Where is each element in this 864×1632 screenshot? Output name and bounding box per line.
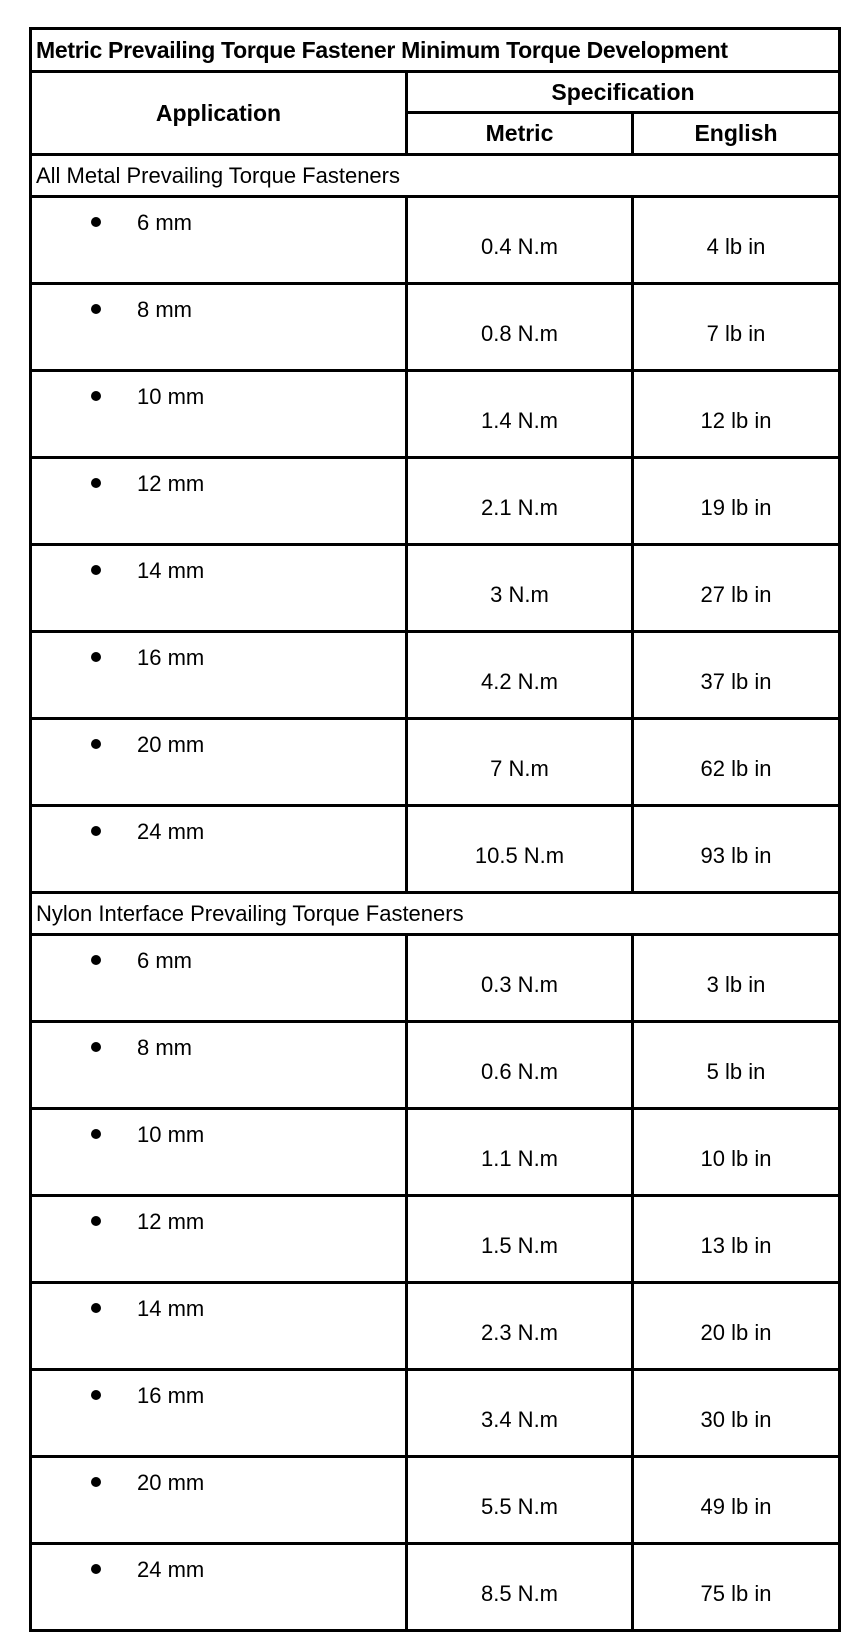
english-value: 75 lb in (633, 1544, 840, 1631)
metric-value: 1.5 N.m (407, 1196, 633, 1283)
metric-value: 7 N.m (407, 719, 633, 806)
table-row (31, 935, 840, 1022)
application-cell (31, 1370, 407, 1457)
section-row (31, 893, 840, 935)
bullet-icon (91, 739, 101, 749)
application-cell (31, 371, 407, 458)
application-cell (31, 806, 407, 893)
fastener-size: 6 mm (137, 210, 192, 235)
metric-value: 0.6 N.m (407, 1022, 633, 1109)
table-row (31, 1109, 840, 1196)
english-value: 4 lb in (633, 197, 840, 284)
english-value: 10 lb in (633, 1109, 840, 1196)
section-heading: Nylon Interface Prevailing Torque Fasteners (31, 893, 840, 935)
table-row (31, 1196, 840, 1283)
application-cell (31, 935, 407, 1022)
table-row (31, 632, 840, 719)
application-cell (31, 1109, 407, 1196)
fastener-size: 16 mm (137, 1383, 205, 1408)
metric-value: 3 N.m (407, 545, 633, 632)
metric-value: 3.4 N.m (407, 1370, 633, 1457)
bullet-icon (91, 391, 101, 401)
table-row (31, 1022, 840, 1109)
application-cell (31, 284, 407, 371)
fastener-size: 6 mm (137, 948, 192, 973)
bullet-icon (91, 1129, 101, 1139)
bullet-icon (91, 1303, 101, 1313)
english-value: 7 lb in (633, 284, 840, 371)
bullet-icon (91, 478, 101, 488)
table-row (31, 284, 840, 371)
fastener-size: 10 mm (137, 1122, 205, 1147)
english-header: English (633, 113, 840, 155)
table-row (31, 371, 840, 458)
english-value: 37 lb in (633, 632, 840, 719)
bullet-icon (91, 565, 101, 575)
bullet-icon (91, 1390, 101, 1400)
fastener-size: 16 mm (137, 645, 205, 670)
english-value: 5 lb in (633, 1022, 840, 1109)
application-cell (31, 1544, 407, 1631)
english-value: 49 lb in (633, 1457, 840, 1544)
fastener-size: 12 mm (137, 1209, 205, 1234)
application-header: Application (31, 72, 407, 155)
bullet-icon (91, 652, 101, 662)
fastener-size: 20 mm (137, 732, 205, 757)
metric-value: 2.1 N.m (407, 458, 633, 545)
application-cell (31, 1196, 407, 1283)
metric-value: 2.3 N.m (407, 1283, 633, 1370)
bullet-icon (91, 1042, 101, 1052)
metric-header: Metric (407, 113, 633, 155)
metric-value: 10.5 N.m (407, 806, 633, 893)
application-cell (31, 458, 407, 545)
fastener-size: 14 mm (137, 558, 205, 583)
metric-value: 4.2 N.m (407, 632, 633, 719)
table-row (31, 1457, 840, 1544)
table-row (31, 197, 840, 284)
fastener-size: 10 mm (137, 384, 205, 409)
table-row (31, 806, 840, 893)
bullet-icon (91, 955, 101, 965)
section-heading: All Metal Prevailing Torque Fasteners (31, 155, 840, 197)
bullet-icon (91, 1477, 101, 1487)
bullet-icon (91, 1216, 101, 1226)
fastener-size: 12 mm (137, 471, 205, 496)
fastener-size: 24 mm (137, 819, 205, 844)
english-value: 12 lb in (633, 371, 840, 458)
table-body (31, 155, 840, 1631)
header-row-1 (31, 72, 840, 113)
english-value: 30 lb in (633, 1370, 840, 1457)
fastener-size: 8 mm (137, 297, 192, 322)
fastener-size: 20 mm (137, 1470, 205, 1495)
english-value: 93 lb in (633, 806, 840, 893)
metric-value: 0.3 N.m (407, 935, 633, 1022)
table-title: Metric Prevailing Torque Fastener Minimum Torque Development (31, 29, 840, 72)
english-value: 62 lb in (633, 719, 840, 806)
table-row (31, 1370, 840, 1457)
metric-value: 0.8 N.m (407, 284, 633, 371)
table-row (31, 458, 840, 545)
application-cell (31, 1022, 407, 1109)
application-cell (31, 545, 407, 632)
application-cell (31, 719, 407, 806)
title-row (31, 29, 840, 72)
english-value: 20 lb in (633, 1283, 840, 1370)
fastener-size: 24 mm (137, 1557, 205, 1582)
metric-value: 8.5 N.m (407, 1544, 633, 1631)
bullet-icon (91, 1564, 101, 1574)
metric-value: 5.5 N.m (407, 1457, 633, 1544)
english-value: 27 lb in (633, 545, 840, 632)
english-value: 3 lb in (633, 935, 840, 1022)
fastener-size: 14 mm (137, 1296, 205, 1321)
table-row (31, 1283, 840, 1370)
table-row (31, 719, 840, 806)
application-cell (31, 1457, 407, 1544)
bullet-icon (91, 826, 101, 836)
application-cell (31, 197, 407, 284)
bullet-icon (91, 304, 101, 314)
bullet-icon (91, 217, 101, 227)
section-row (31, 155, 840, 197)
table-row (31, 1544, 840, 1631)
english-value: 13 lb in (633, 1196, 840, 1283)
table-row (31, 545, 840, 632)
torque-spec-table (29, 27, 841, 1632)
metric-value: 1.1 N.m (407, 1109, 633, 1196)
fastener-size: 8 mm (137, 1035, 192, 1060)
specification-header: Specification (407, 72, 840, 113)
application-cell (31, 632, 407, 719)
metric-value: 1.4 N.m (407, 371, 633, 458)
application-cell (31, 1283, 407, 1370)
metric-value: 0.4 N.m (407, 197, 633, 284)
english-value: 19 lb in (633, 458, 840, 545)
